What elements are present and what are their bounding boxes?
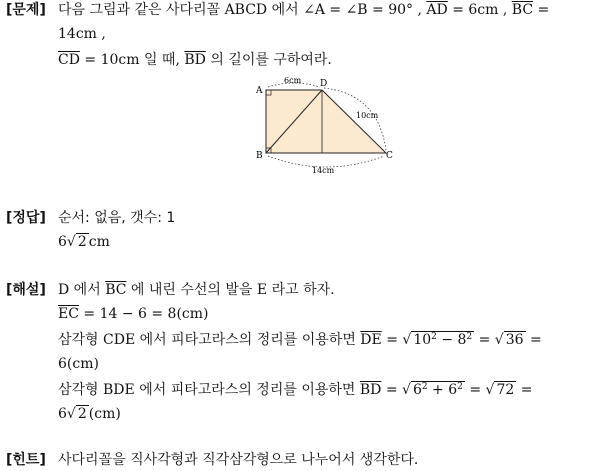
answer-line-1: 순서: 없음, 갯수: 1 bbox=[58, 210, 176, 226]
top-length-label: 6cm bbox=[284, 76, 302, 85]
trapezoid-figure bbox=[250, 76, 410, 180]
solution-line-5: 삼각형 BDE 에서 피타고라스의 정리를 이용하면 $\overline{BD}$ = √ $6^2 + 6^2$ = √ 72 = bbox=[58, 382, 533, 398]
solution-tag: [해설] bbox=[6, 282, 46, 298]
answer-tag: [정답] bbox=[6, 210, 46, 226]
hint-text: 사다리꼴을 직사각형과 직각삼각형으로 나누어서 생각한다. bbox=[58, 452, 419, 468]
slant-length-label: 10cm bbox=[356, 111, 379, 120]
trapezoid-shape bbox=[266, 90, 386, 153]
problem-line-1: 다음 그림과 같은 사다리꼴 ABCD 에서 ∠A = ∠B = 90° , $\overline{AD} = 6cm$ , $\overline{BC}$ = bbox=[58, 2, 550, 18]
segment-bd: $\overline{BD}$ bbox=[184, 52, 206, 68]
segment-ad: $\overline{AD}$ bbox=[426, 2, 448, 18]
problem-tag: [문제] bbox=[6, 2, 46, 18]
segment-cd: $\overline{CD}$ bbox=[58, 52, 80, 68]
solution-line-2: $\overline{EC} = 14 - 6 = 8(cm)$ bbox=[58, 306, 209, 322]
answer-value: 6√ 2 cm bbox=[58, 234, 110, 250]
bottom-length-label: 14cm bbox=[312, 166, 335, 175]
solution-line-4: 6(cm) bbox=[58, 356, 99, 372]
vertex-label-d: D bbox=[320, 79, 328, 89]
solution-line-1: D 에서 $\overline{BC}$ 에 내린 수선의 발을 E 라고 하자. bbox=[58, 282, 335, 298]
solution-line-6: 6√ 2 (cm) bbox=[58, 406, 121, 422]
segment-bc: $\overline{BC}$ bbox=[511, 2, 534, 18]
vertex-label-c: C bbox=[386, 151, 393, 161]
problem-line-3: $\overline{CD} = 10cm$ 일 때, $\overline{BD}$ 의 길이를 구하여라. bbox=[58, 52, 332, 68]
problem-line-2: 14cm , bbox=[58, 26, 106, 42]
vertex-label-b: B bbox=[256, 151, 263, 161]
solution-line-3: 삼각형 CDE 에서 피타고라스의 정리를 이용하면 $\overline{DE}$ = √ $10^2 - 8^2$ = √ 36 = bbox=[58, 332, 542, 348]
vertex-label-a: A bbox=[256, 86, 263, 96]
hint-tag: [힌트] bbox=[6, 452, 46, 468]
